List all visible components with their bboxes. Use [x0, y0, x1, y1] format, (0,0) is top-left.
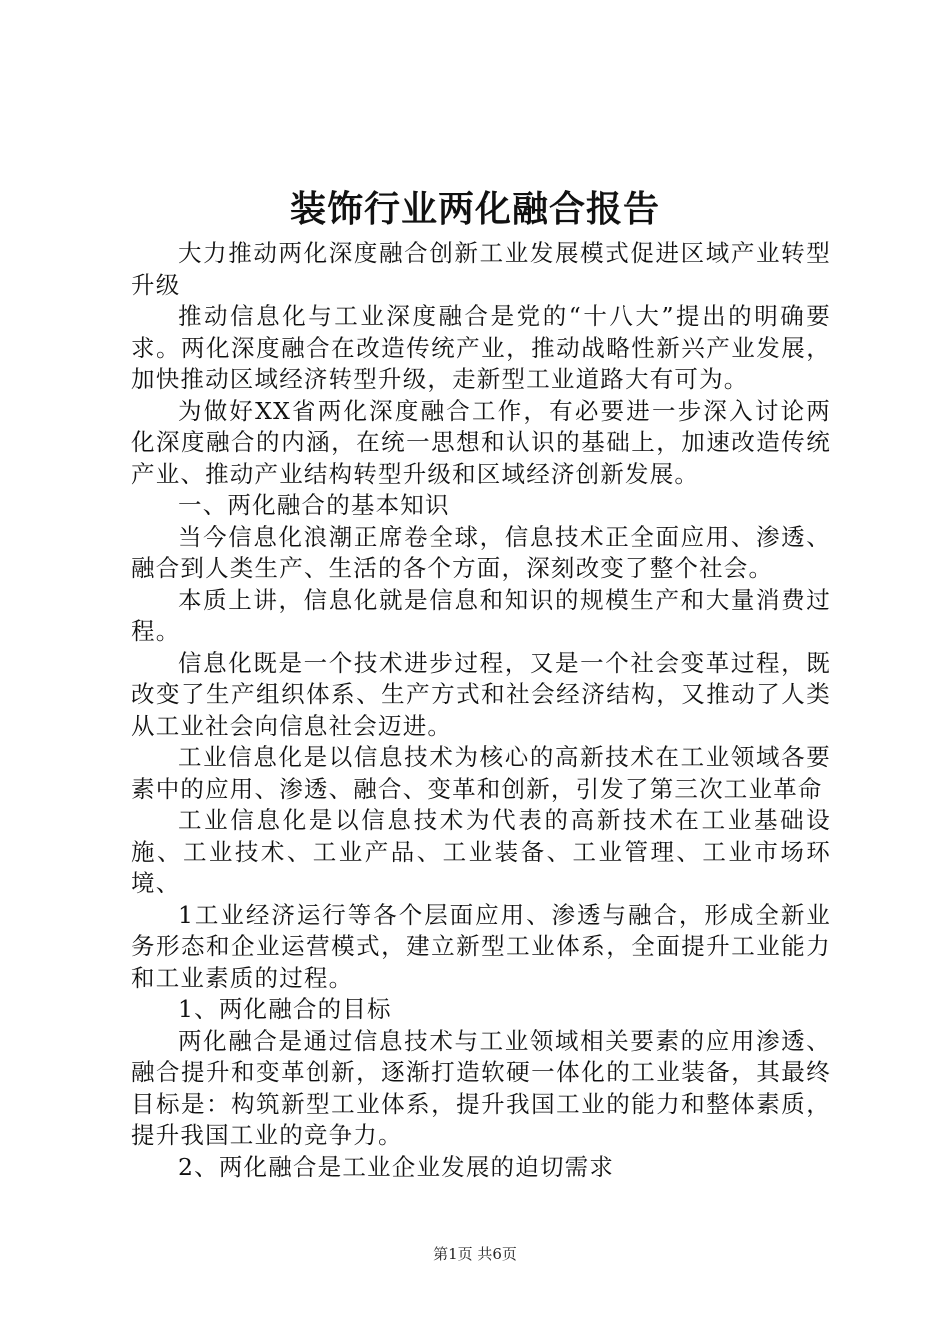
paragraph: 两化融合是通过信息技术与工业领域相关要素的应用渗透、融合提升和变革创新，逐渐打造软硬一体化的工业装备，其最终目标是：构筑新型工业体系，提升我国工业的能力和整体素质，提升我国工业的竞争力。 [131, 1026, 831, 1149]
page-number-footer: 第1页 共6页 [433, 1245, 517, 1263]
paragraph: 本质上讲，信息化就是信息和知识的规模生产和大量消费过程。 [131, 585, 831, 645]
document-body [131, 238, 831, 1183]
paragraph: 为做好XX省两化深度融合工作，有必要进一步深入讨论两化深度融合的内涵，在统一思想和认识的基础上，加速改造传统产业、推动产业结构转型升级和区域经济创新发展。 [131, 396, 831, 488]
paragraph: 信息化既是一个技术进步过程，又是一个社会变革过程，既改变了生产组织体系、生产方式和社会经济结构，又推动了人类从工业社会向信息社会迈进。 [131, 648, 831, 740]
paragraph: 当今信息化浪潮正席卷全球，信息技术正全面应用、渗透、融合到人类生产、生活的各个方面，深刻改变了整个社会。 [131, 522, 831, 582]
paragraph: 1工业经济运行等各个层面应用、渗透与融合，形成全新业务形态和企业运营模式，建立新型工业体系，全面提升工业能力和工业素质的过程。 [131, 900, 831, 992]
section-heading: 2、两化融合是工业企业发展的迫切需求 [178, 1152, 615, 1181]
paragraph: 大力推动两化深度融合创新工业发展模式促进区域产业转型升级 [131, 239, 831, 299]
paragraph: 推动信息化与工业深度融合是党的“十八大”提出的明确要求。两化深度融合在改造传统产业，推动战略性新兴产业发展，加快推动区域经济转型升级，走新型工业道路大有可为。 [131, 302, 831, 393]
paragraph: 工业信息化是以信息技术为代表的高新技术在工业基础设施、工业技术、工业产品、工业装备、工业管理、工业市场环境、 [131, 806, 831, 897]
section-heading: 一、两化融合的基本知识 [178, 491, 450, 519]
document-title: 装饰行业两化融合报告 [289, 188, 660, 230]
section-heading: 1、两化融合的目标 [178, 995, 392, 1023]
paragraph: 工业信息化是以信息技术为核心的高新技术在工业领域各要素中的应用、渗透、融合、变革和创新，引发了第三次工业革命 [131, 743, 831, 803]
